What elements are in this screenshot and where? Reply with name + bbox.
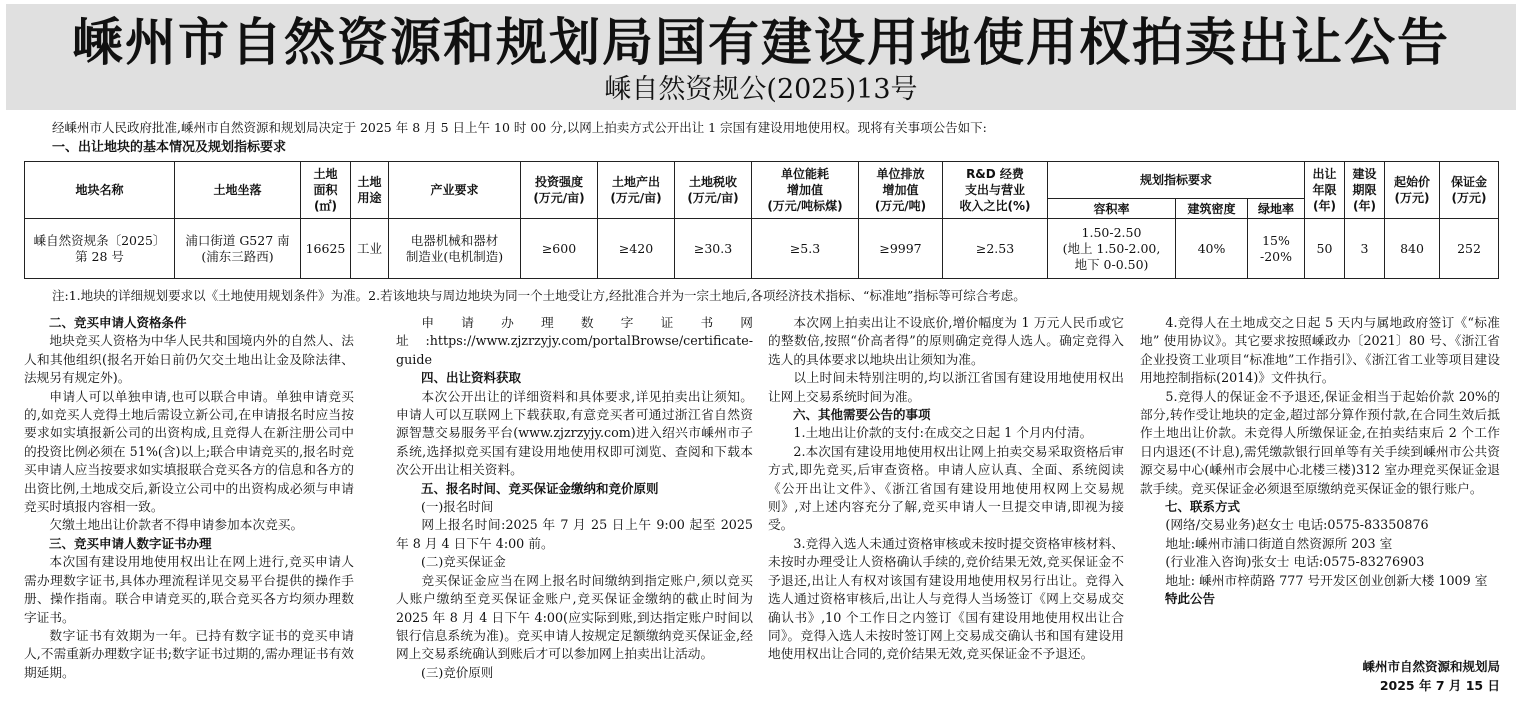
signature-organization: 嵊州市自然资源和规划局 (1362, 659, 1500, 674)
cell-green: 15% -20% (1248, 219, 1305, 279)
contact-line: 地址: 嵊州市梓荫路 777 号开发区创业创新大楼 1009 室 (1165, 572, 1488, 588)
header-green: 绿地率 (1248, 199, 1305, 219)
document-number: 嵊自然资规公(2025)13号 (604, 74, 918, 105)
subheading-bidding-principle: (三)竞价原则 (421, 664, 494, 680)
section-5-heading: 五、报名时间、竞买保证金缴纳和竞价原则 (421, 480, 659, 496)
table-row (25, 219, 1499, 279)
header-energy: 单位能耗 增加值 (万元/吨标煤) (752, 162, 859, 219)
paragraph: 数字证书有效期为一年。已持有数字证书的竞买申请人,不需重新办理数字证书;数字证书过期的,需办理证书有效期延期。 (24, 627, 354, 680)
paragraph: 2.本次国有建设用地使用权出让网上拍卖交易采取资格后审方式,即先竞买,后审查资格。申请人应认真、全面、系统阅读《公开出让文件》、《浙江省国有建设用地使用权网上交易规则》,对上述内容充分了解,竞买申请人一旦提交申请,即视为接受。 (768, 443, 1124, 533)
cell-emission: ≥9997 (859, 219, 943, 279)
header-planning: 规划指标要求 (1048, 162, 1305, 199)
paragraph: 5.竞得人的保证金不予退还,保证金相当于起始价款 20%的部分,转作受让地块的定金,超过部分算作预付款,在合同生效后抵作土地出让价款。未竞得人所缴保证金,在拍卖结束后 2 个工作日内退还(不计息),需凭缴款银行回单等有关手续到嵊州市公共资源交易中心(嵊州市会展中心北楼三楼)312 室办理竞买保证金退款手续。竞买保证金必须退至原缴纳竞买保证金的银行账户。 (1140, 388, 1500, 496)
column-1 (24, 314, 354, 682)
cell-term: 50 (1305, 219, 1345, 279)
section-2-heading: 二、竞买申请人资格条件 (49, 315, 187, 330)
section-3-heading: 三、竞买申请人数字证书办理 (49, 535, 212, 551)
header-rd-ratio: R&D 经费 支出与营业 收入之比(%) (943, 162, 1048, 219)
cell-output: ≥420 (598, 219, 675, 279)
header-industry: 产业要求 (389, 162, 521, 219)
paragraph: 欠缴土地出让价款者不得申请参加本次竞买。 (49, 517, 304, 533)
header-land-use: 土地 用途 (351, 162, 389, 219)
subheading-deposit: (二)竞买保证金 (421, 554, 506, 570)
paragraph: 本次国有建设用地使用权出让在网上进行,竞买申请人需办理数字证书,具体办理流程详见交易平台提供的操作手册、操作指南。联合申请竞买的,联合竞买各方均须办理数字证书。 (24, 554, 354, 625)
paragraph: 申请人可以单独申请,也可以联合申请。单独申请竞买的,如竞买人竞得土地后需设立新公司,在申请报名时应当按要求如实填报新公司的出资构成,且竞得人在新注册公司中的投资比例必须在 51%(含)以上;联合申请竞买的,报名时竞买申请人应当按要求如实填报联合竞买各方的信息和各方的出资比例,土地成交后,新设立公司中的出资构成必须与申请竞买时填报内容相一致。 (24, 388, 354, 515)
paragraph: 本次公开出让的详细资料和具体要求,详见拍卖出让须知。申请人可以互联网上下载获取,有意竞买者可通过浙江省自然资源智慧交易服务平台(www.zjzrzyjy.com)进入绍兴市嵊州市子系统,选择拟竞买国有建设用地使用权即可浏览、查阅和下载本次公开出让相关资料。 (396, 388, 753, 478)
cell-tax: ≥30.3 (675, 219, 752, 279)
header-far: 容积率 (1048, 199, 1176, 219)
paragraph: 网上报名时间:2025 年 7 月 25 日上午 9:00 起至 2025 年 8 月 4 日下午 4:00 前。 (396, 517, 753, 551)
closing-notice: 特此公告 (1165, 591, 1216, 607)
cell-far: 1.50-2.50 (地上 1.50-2.00, 地下 0-0.50) (1048, 219, 1176, 279)
paragraph: 3.竞得入选人未通过资格审核或未按时提交资格审核材料、未按时办理受让人资格确认手续的,竞价结果无效,竞买保证金不予退还,出让人有权对该国有建设用地使用权另行出让。竞得入选人通过资格审核后,出让人与竞得人当场签订《网上交易成交确认书》,10 个工作日之内签订《国有建设用地使用权出让合同》。竞得入选人未按时签订网上交易成交确认书和国有建设用地使用权出让合同的,竞价结果无效,竞买保证金不予退还。 (768, 535, 1124, 662)
title-banner (6, 4, 1516, 110)
header-build-period: 建设 期限 (年) (1345, 162, 1385, 219)
header-output: 土地产出 (万元/亩) (598, 162, 675, 219)
cell-build-period: 3 (1345, 219, 1385, 279)
certificate-url-paragraph: 申请办理数字证书网址:https://www.zjzrzyjy.com/portalBrowse/certificate-guide (396, 315, 753, 367)
paragraph: 4.竞得人在土地成交之日起 5 天内与属地政府签订《“标准地” 使用协议》。其它要求按照嵊政办〔2021〕80 号、《浙江省企业投资工业项目“标准地”工作指引》、《浙江省工业等项目建设用地控制指标(2014)》文件执行。 (1140, 315, 1500, 386)
column-2 (396, 314, 753, 682)
cell-land-use: 工业 (351, 219, 389, 279)
header-location: 土地坐落 (175, 162, 301, 219)
cell-deposit: 252 (1440, 219, 1499, 279)
section-1-heading: 一、出让地块的基本情况及规划指标要求 (52, 140, 287, 155)
paragraph: 1.土地出让价款的支付:在成交之日起 1 个月内付清。 (793, 425, 1093, 441)
section-4-heading: 四、出让资料获取 (421, 370, 522, 386)
cell-plot-name: 嵊自然资规条〔2025〕 第 28 号 (25, 219, 175, 279)
section-7-heading: 七、联系方式 (1165, 499, 1241, 515)
contact-line: (行业准入咨询)张女士 电话:0575-83276903 (1165, 554, 1425, 570)
intro-paragraph: 经嵊州市人民政府批准,嵊州市自然资源和规划局决定于 2025 年 8 月 5 日上午 10 时 00 分,以网上拍卖方式公开出让 1 宗国有建设用地使用权。现将有关事项公告如下: (52, 120, 987, 135)
contact-line: 地址:嵊州市浦口街道自然资源所 203 室 (1165, 535, 1393, 551)
header-density: 建筑密度 (1176, 199, 1248, 219)
header-investment: 投资强度 (万元/亩) (521, 162, 598, 219)
cell-area: 16625 (301, 219, 351, 279)
column-4 (1140, 314, 1500, 609)
paragraph: 以上时间未特别注明的,均以浙江省国有建设用地使用权出让网上交易系统时间为准。 (768, 370, 1124, 404)
cell-industry: 电器机械和器材 制造业(电机制造) (389, 219, 521, 279)
paragraph: 竞买保证金应当在网上报名时间缴纳到指定账户,须以竞买人账户缴纳至竞买保证金账户,竞买保证金缴纳的截止时间为 2025 年 8 月 4 日下午 4:00(应实际到账,到达指定账户时间以银行信息系统为准)。竞买申请人按规定足额缴纳竞买保证金,经网上交易系统确认到账后才可以参加网上拍卖出让活动。 (396, 572, 753, 662)
cell-density: 40% (1176, 219, 1248, 279)
cell-location: 浦口街道 G527 南 (浦东三路西) (175, 219, 301, 279)
header-plot-name: 地块名称 (25, 162, 175, 219)
header-deposit: 保证金 (万元) (1440, 162, 1499, 219)
cell-start-price: 840 (1385, 219, 1440, 279)
header-start-price: 起始价 (万元) (1385, 162, 1440, 219)
subheading-registration-time: (一)报名时间 (421, 499, 494, 515)
header-term: 出让 年限 (年) (1305, 162, 1345, 219)
cell-energy: ≥5.3 (752, 219, 859, 279)
contact-line: (网络/交易业务)赵女士 电话:0575-83350876 (1165, 517, 1429, 533)
header-area: 土地 面积 (㎡) (301, 162, 351, 219)
cell-investment: ≥600 (521, 219, 598, 279)
header-emission: 单位排放 增加值 (万元/吨) (859, 162, 943, 219)
cell-rd-ratio: ≥2.53 (943, 219, 1048, 279)
plot-info-table (24, 161, 1499, 279)
page-title: 嵊州市自然资源和规划局国有建设用地使用权拍卖出让公告 (71, 14, 1450, 73)
section-6-heading: 六、其他需要公告的事项 (793, 407, 931, 423)
table-note: 注:1.地块的详细规划要求以《土地使用规划条件》为准。2.若该地块与周边地块为同一个土地受让方,经批准合并为一宗土地后,各项经济技术指标、“标准地”指标等可综合考虑。 (52, 288, 1026, 303)
paragraph: 地块竞买人资格为中华人民共和国境内外的自然人、法人和其他组织(报名开始日前仍欠交土地出让金及除法律、法规另有规定外)。 (24, 333, 354, 386)
header-tax: 土地税收 (万元/亩) (675, 162, 752, 219)
paragraph: 本次网上拍卖出让不设底价,增价幅度为 1 万元人民币或它的整数倍,按照“价高者得”的原则确定竞得人选人。确定竞得入选人的具体要求以地块出让须知为准。 (768, 315, 1124, 367)
signature-date: 2025 年 7 月 15 日 (1379, 678, 1500, 693)
column-3 (768, 314, 1124, 664)
